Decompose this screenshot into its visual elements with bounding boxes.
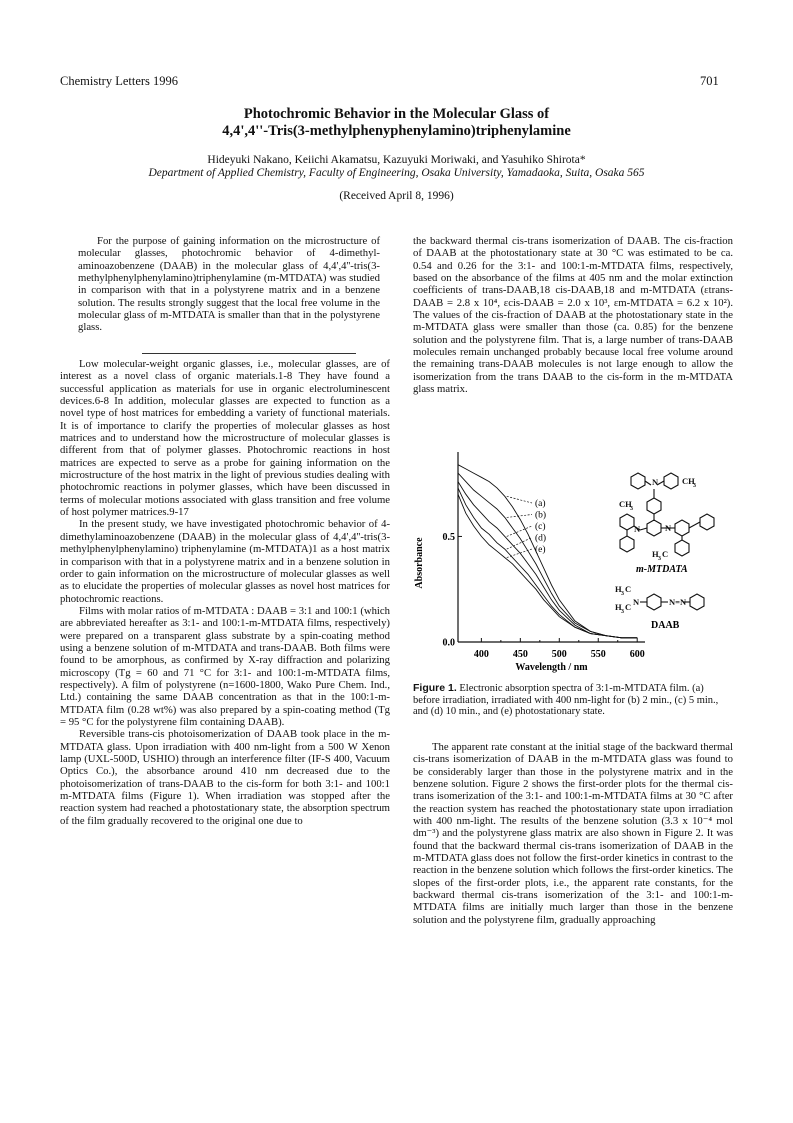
benzene-ring-icon xyxy=(664,473,678,489)
series-leader-line xyxy=(507,496,532,503)
svg-text:H: H xyxy=(615,584,622,594)
spectrum-curve xyxy=(458,494,637,638)
series-label: (c) xyxy=(535,522,546,532)
paragraph: Reversible trans-cis photoisomerization of DAAB took place in the m-MTDATA glass. Upon irradiation with 400 nm-light from a 500 W Xenon lamp (UXL-500D, USHIO) through an interference filter (IF-S 400, Vacuum Optics Co.), the absorbance around 410 nm decreased due to the photoisomerization of trans-DAAB to the cis-form for both 3:1- and 100:1 m-MTDATA films (Figure 1). When irradiation was stopped after the reaction system had reached a photostationary state, the absorption spectrum of the film gradually recovered to the original one due to xyxy=(60,728,390,827)
svg-text:3: 3 xyxy=(658,556,661,562)
mtdata-label: m-MTDATA xyxy=(636,564,688,575)
svg-text:N: N xyxy=(665,523,672,533)
paragraph: The apparent rate constant at the initial stage of the backward thermal cis-trans isomerization of DAAB in the m-MTDATA glass was found to be considerably larger than those in the polystyrene matrix and in the benzene solution. Figure 2 shows the first-order plots for the thermal cis-trans isomerization of the 3:1- and 100:1-m-MTDATA films at 30 °C after the reaction system has reached the photostationary state upon irradiation with 400 nm-light. The results of the benzene solution (3.3 x 10⁻⁴ mol dm⁻³) and the polystyrene glass matrix are also shown in Figure 2. It was found that the backward thermal cis-trans isomerization of DAAB in the m-MTDATA glass does not follow the first-order kinetics in contrast to the reaction in the benzene solution which follows the first-order kinetics. The slopes of the first-order plots, i.e., the apparent rate constants, for the backward thermal cis-trans isomerization of the 3:1- and 100:1-m-MTDATA films are initially much larger than those in the benzene solution and the polystyrene film, gradually approaching xyxy=(413,741,734,926)
series-label: (b) xyxy=(535,510,547,521)
series-label: (a) xyxy=(535,499,546,509)
x-tick-label: 600 xyxy=(629,649,645,660)
absorption-spectra-chart xyxy=(400,440,740,680)
y-tick-label: 0.0 xyxy=(442,637,455,649)
paragraph: Low molecular-weight organic glasses, i.e., molecular glasses, are of interest as a novel class of organic materials.1-8 They have found a successful application as materials for use in organic electroluminescent devices.6-8 In addition, molecular glasses are expected to function as a novel type of host matrices for embedding a variety of functional materials. It is of importance to clarify the properties of molecular glasses as host matrices and to understand how the microstructure of molecular glasses is different from that of polymer glasses. Photochromic reactions in host matrices are expected to serve as a probe for gaining information on the microstructure of the host matrix in the light of previous studies dealing with photochromic reactions in polymer glasses, which have been discussed in terms of molecular motions associated with glass transition and free volume of host polymer matrices.9-17 xyxy=(60,358,390,519)
benzene-ring-icon xyxy=(675,540,689,556)
affiliation: Department of Applied Chemistry, Faculty of Engineering, Osaka University, Yamadaoka, Suita, Osaka 565 xyxy=(148,167,645,179)
benzene-ring-icon xyxy=(620,514,634,530)
y-axis-label: Absorbance xyxy=(414,537,425,589)
x-tick-label: 550 xyxy=(590,649,606,660)
spectrum-curve xyxy=(458,488,637,638)
spectrum-curve xyxy=(458,465,637,638)
x-tick-label: 400 xyxy=(473,649,489,660)
svg-text:CH: CH xyxy=(682,476,695,486)
benzene-ring-icon xyxy=(647,498,661,514)
paragraph: In the present study, we have investigated photochromic behavior of 4-dimethylaminoazobenzene (DAAB) in the molecular glass of 4,4',4''-tris(3-methylphenylphenylamino) triphenylamine (m-MTDATA)1 as a host matrix in comparison with that in a polystyrene matrix and in a benzene solution in order to gain information on the microstructure of molecular glasses as well as to elucidate the properties of molecular glasses as novel host matrices for photochromic reactions. xyxy=(60,518,390,605)
chart-series xyxy=(458,465,637,638)
svg-text:3: 3 xyxy=(621,609,624,615)
svg-text:3: 3 xyxy=(693,483,696,489)
svg-text:C: C xyxy=(662,549,669,559)
left-column xyxy=(60,358,390,827)
chart-axes xyxy=(414,452,645,673)
x-tick-label: 450 xyxy=(512,649,528,660)
caption-text: Electronic absorption spectra of 3:1-m-MTDATA film. (a) before irradiation, irradiated with 400 nm-light for (b) 2 min., (c) 5 min., and (d) 10 min., and (e) photostationary state. xyxy=(413,683,719,717)
series-leader-line xyxy=(507,515,532,518)
svg-text:3: 3 xyxy=(621,591,624,597)
x-tick-label: 500 xyxy=(551,649,567,660)
svg-text:C: C xyxy=(625,584,632,594)
series-leader-line xyxy=(507,549,532,558)
svg-text:3: 3 xyxy=(630,506,633,512)
author-list: Hideyuki Nakano, Keiichi Akamatsu, Kazuyuki Moriwaki, and Yasuhiko Shirota* xyxy=(207,154,586,166)
received-date: (Received April 8, 1996) xyxy=(339,190,454,202)
spectrum-curve xyxy=(458,473,637,638)
benzene-ring-icon xyxy=(690,594,704,610)
svg-text:N: N xyxy=(633,597,640,607)
figure-caption xyxy=(413,683,733,718)
caption-label: Figure 1. xyxy=(413,682,457,694)
paragraph: Films with molar ratios of m-MTDATA : DAAB = 3:1 and 100:1 (which are abbreviated hereafter as 3:1- and 100:1-m-MTDATA films, respectively) were prepared on a transparent glass substrate by a spin-coating method using a benzene solution of m-MTDATA and trans-DAAB. Both films were found to be amorphous, as confirmed by X-ray diffraction and polarizing microscopy (Tg = 60 and 71 °C for 3:1- and 100:1-m-MTDATA films, respectively). A film of polystyrene (n=1600-1800, Wako Pure Chem. Ind., Ltd.) containing the same DAAB concentration as that in the 100:1-m-MTDATA film (0.28 wt%) was also prepared by a spin-coating method (Tg = 95 °C for the polystyrene film containing DAAB). xyxy=(60,604,390,728)
abstract xyxy=(78,235,380,334)
paper-title xyxy=(60,106,733,140)
series-label: (d) xyxy=(535,533,547,544)
svg-text:N: N xyxy=(634,524,641,534)
running-head: Chemistry Letters 1996 xyxy=(60,74,179,88)
right-column-top xyxy=(413,235,733,395)
right-column-bottom xyxy=(413,741,733,926)
benzene-ring-icon xyxy=(631,473,645,489)
benzene-ring-icon xyxy=(647,520,661,536)
daab-label: DAAB xyxy=(651,620,680,631)
svg-text:H: H xyxy=(615,602,622,612)
title-line-1: Photochromic Behavior in the Molecular Glass of xyxy=(243,106,550,122)
svg-text:H: H xyxy=(652,549,659,559)
abstract-divider xyxy=(142,353,356,354)
benzene-ring-icon xyxy=(700,514,714,530)
x-axis-label: Wavelength / nm xyxy=(515,662,588,673)
figure-1 xyxy=(400,440,740,680)
title-line-2: 4,4',4''-Tris(3-methylphenyphenylamino)triphenylamine xyxy=(222,123,571,139)
svg-text:N: N xyxy=(652,477,659,487)
svg-text:C: C xyxy=(625,602,632,612)
chemical-structures xyxy=(615,473,714,631)
paragraph: the backward thermal cis-trans isomerization of DAAB. The cis-fraction of DAAB at the photostationary state at 30 °C was estimated to be ca. 0.54 and 0.26 for the 3:1- and 100:1-m-MTDATA films, respectively, based on the absorbance of the films at 405 nm and the molar extinction coefficients of trans-DAAB,18 cis-DAAB,18 and m-MTDATA (εtrans-DAAB = 2.8 x 10⁴, εcis-DAAB = 2.0 x 10³, εm-MTDATA = 6.2 x 10²). The values of the cis-fraction of DAAB at the photostationary state in the m-MTDATA glass were smaller than those (ca. 0.85) for the benzene solution and the polystyrene film. That is, a large number of trans-DAAB molecules remain unchanged probably because local free volume around the remaining trans-DAAB molecules is not large enough to allow the isomerization from the trans DAAB to the cis-form in the m-MTDATA glass matrix. xyxy=(413,235,733,396)
benzene-ring-icon xyxy=(647,594,661,610)
series-label: (e) xyxy=(535,545,546,555)
svg-text:N=N: N=N xyxy=(669,597,687,607)
benzene-ring-icon xyxy=(675,520,689,536)
page-number: 701 xyxy=(700,74,719,88)
y-tick-label: 0.5 xyxy=(442,531,455,543)
benzene-ring-icon xyxy=(620,536,634,552)
svg-text:CH: CH xyxy=(619,499,632,509)
abstract-text: For the purpose of gaining information on the microstructure of molecular glasses, photochromic behavior of 4-dimethyl-aminoazobenzene (DAAB) in the molecular glass of 4,4',4''-tris(3-methylphenylphenylamino)triphenylamine (m-MTDATA) was studied in comparison with that in a polystyrene matrix and in a benzene solution. The results strongly suggest that the local free volume in the molecular glass of m-MTDATA is smaller than that in the polystyrene glass. xyxy=(78,235,380,334)
spectrum-curve xyxy=(458,482,637,638)
